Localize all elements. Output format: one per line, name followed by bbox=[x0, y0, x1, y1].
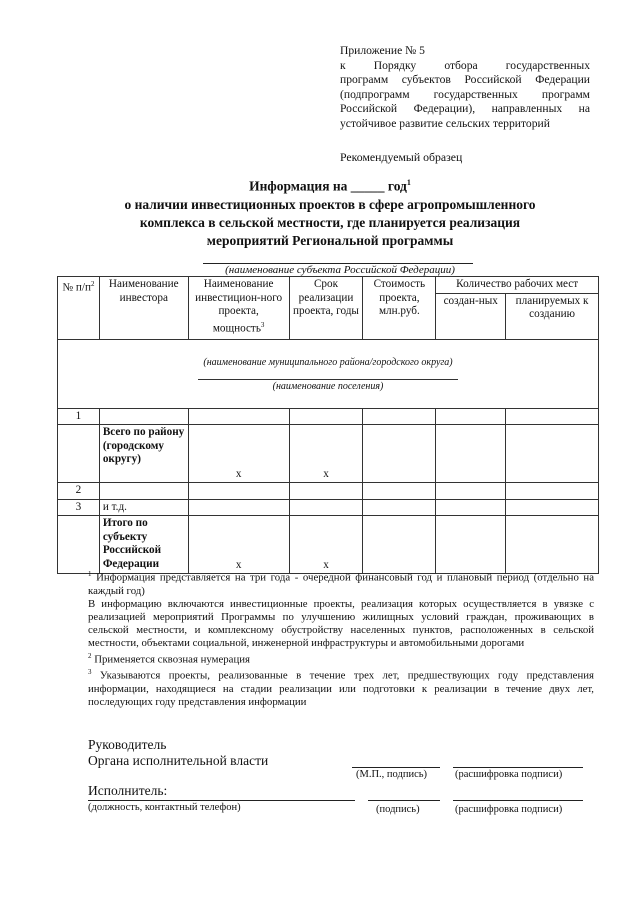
row-cell bbox=[506, 499, 599, 516]
row-cell-x: x bbox=[289, 425, 363, 483]
appendix-line: Российской Федерации), направленных на bbox=[340, 102, 590, 116]
municipal-caption: (наименование муниципального района/городского округа) bbox=[203, 356, 453, 368]
row-num: 2 bbox=[58, 483, 100, 500]
row-cell bbox=[506, 516, 599, 574]
row-cell bbox=[289, 499, 363, 516]
head-line1: Руководитель bbox=[88, 737, 167, 752]
position-caption: (должность, контактный телефон) bbox=[88, 802, 241, 813]
row-cell bbox=[436, 483, 506, 500]
investment-table bbox=[57, 276, 599, 574]
appendix-line: к Порядку отбора государственных bbox=[340, 58, 590, 72]
header-project: Наименование инвестицион-ного проекта, мощность$^3$ bbox=[188, 277, 289, 340]
row-cell bbox=[436, 516, 506, 574]
row-cell bbox=[436, 425, 506, 483]
row-name: и т.д. bbox=[99, 499, 188, 516]
row-cell bbox=[188, 499, 289, 516]
row-name bbox=[99, 483, 188, 500]
signature-line bbox=[453, 767, 583, 768]
row-cell bbox=[289, 483, 363, 500]
header-investor: Наименование инвестора bbox=[99, 277, 188, 340]
appendix-line: программ субъектов Российской Федерации bbox=[340, 73, 590, 87]
row-cell bbox=[436, 499, 506, 516]
municipal-row bbox=[58, 339, 599, 408]
decode-caption: (расшифровка подписи) bbox=[455, 804, 563, 815]
header-cost: Стоимость проекта, млн.руб. bbox=[363, 277, 436, 340]
footnote: $^3$ Указываются проекты, реализованные в течение трех лет, предшествующих году представления информации, находящиеся на стадии реализации или подготовки к реализации в течение двух лет, последующих году представления информации bbox=[88, 668, 594, 708]
title-line: Информация на _____ год bbox=[249, 178, 407, 194]
footnote-ref: 1 bbox=[406, 178, 411, 187]
row-cell bbox=[506, 425, 599, 483]
row-cell bbox=[188, 483, 289, 500]
row-cell-x: x bbox=[188, 516, 289, 574]
head-line2: Органа исполнительной власти bbox=[88, 753, 269, 768]
row-num: 1 bbox=[58, 408, 100, 425]
settlement-caption: (наименование поселения) bbox=[272, 381, 384, 392]
row-num bbox=[58, 516, 100, 574]
row-cell bbox=[436, 408, 506, 425]
row-cell-x: x bbox=[188, 425, 289, 483]
table-row bbox=[58, 408, 599, 425]
table-row bbox=[58, 516, 599, 574]
appendix-line: устойчивое развитие сельских территорий bbox=[340, 116, 550, 130]
row-cell bbox=[363, 483, 436, 500]
row-cell-x: x bbox=[289, 516, 363, 574]
row-cell bbox=[506, 408, 599, 425]
row-name: Итого по субъекту Российской Федерации bbox=[99, 516, 188, 574]
row-cell bbox=[363, 516, 436, 574]
table-header-row bbox=[58, 277, 599, 294]
row-cell bbox=[363, 425, 436, 483]
appendix-block bbox=[340, 44, 590, 132]
footnotes bbox=[88, 568, 594, 709]
row-cell bbox=[363, 408, 436, 425]
position-line bbox=[88, 800, 355, 801]
footnote: $^1$ Информация представляется на три года - очередной финансовый год и плановый период (отдельно на каждый год) bbox=[88, 570, 594, 597]
footnote: В информацию включаются инвестиционные проекты, реализация которых осуществляется в увязке с реализацией мероприятий Программы по улучшению жилищных условий граждан, проживающих в сельской местности, и комплексному обустройству населенных пунктов, расположенных в сельской местности, объектами социальной, инженерной инфраструктуры и автомобильными дорогами bbox=[88, 597, 594, 649]
row-num: 3 bbox=[58, 499, 100, 516]
appendix-line: (подпрограмм государственных программ bbox=[340, 87, 590, 101]
row-name bbox=[99, 408, 188, 425]
appendix-number: Приложение № 5 bbox=[340, 44, 425, 57]
row-cell bbox=[363, 499, 436, 516]
decode-caption: (расшифровка подписи) bbox=[455, 769, 563, 780]
footnote: $^2$ Применяется сквозная нумерация bbox=[88, 651, 250, 666]
row-cell bbox=[289, 408, 363, 425]
row-cell bbox=[188, 408, 289, 425]
signature-line bbox=[368, 800, 440, 801]
sign-caption: (подпись) bbox=[376, 804, 420, 815]
table-row bbox=[58, 499, 599, 516]
document-title bbox=[60, 174, 600, 250]
row-name: Всего по району (городскому округу) bbox=[99, 425, 188, 483]
title-line: мероприятий Региональной программы bbox=[206, 232, 454, 248]
municipal-cell bbox=[58, 339, 599, 408]
subject-caption: (наименование субъекта Российской Федерации) bbox=[225, 264, 455, 276]
executor-label: Исполнитель: bbox=[88, 783, 168, 798]
table-row bbox=[58, 425, 599, 483]
sample-label: Рекомендуемый образец bbox=[340, 150, 463, 164]
mp-sign-caption: (М.П., подпись) bbox=[356, 769, 428, 780]
header-num: № $п/п^2$ bbox=[58, 277, 100, 340]
header-jobs-planned: планируемых к созданию bbox=[506, 293, 599, 339]
row-num bbox=[58, 425, 100, 483]
signature-line bbox=[453, 800, 583, 801]
title-line: о наличии инвестиционных проектов в сфере агропромышленного bbox=[124, 196, 536, 212]
header-jobs-created: создан-ных bbox=[436, 293, 506, 339]
header-jobs: Количество рабочих мест bbox=[436, 277, 599, 294]
title-line: комплекса в сельской местности, где планируется реализация bbox=[139, 214, 521, 230]
header-term: Срок реализации проекта, годы bbox=[289, 277, 363, 340]
signature-line bbox=[352, 767, 440, 768]
table-row bbox=[58, 483, 599, 500]
row-cell bbox=[506, 483, 599, 500]
